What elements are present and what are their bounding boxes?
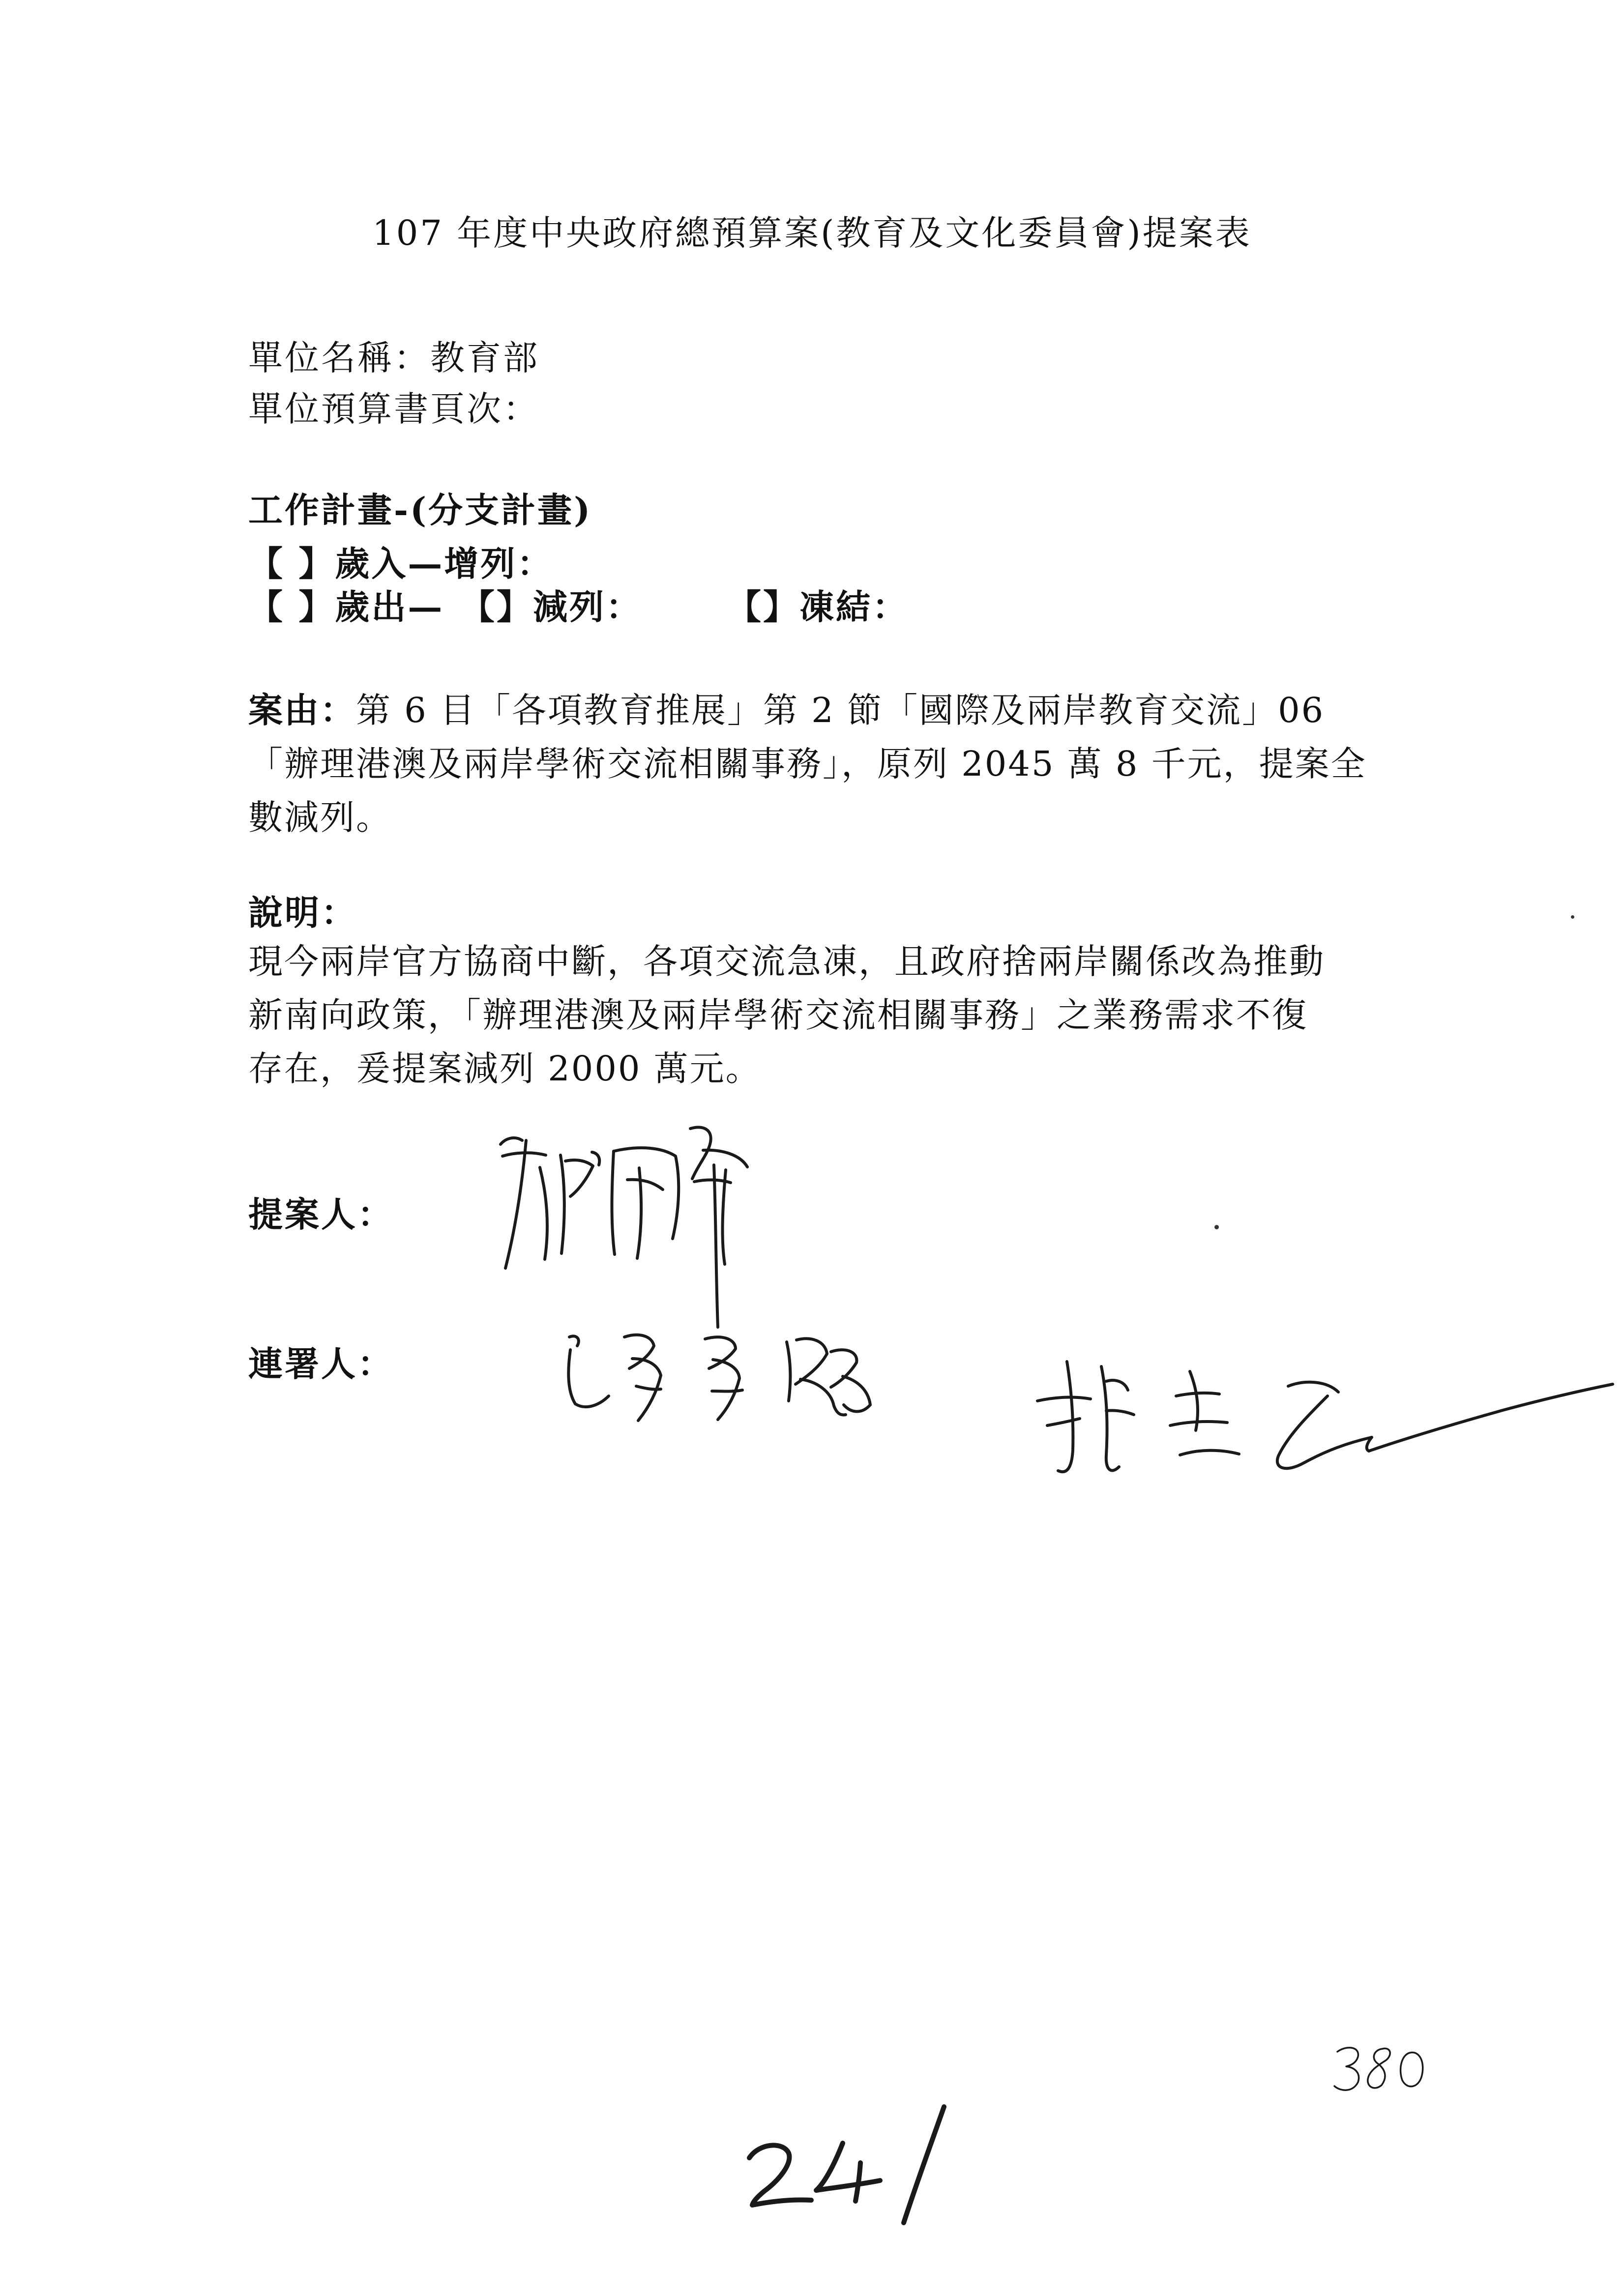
handwritten-page-number-241 — [738, 2094, 964, 2227]
proposer-signature — [492, 1121, 787, 1347]
scan-speck — [1214, 1225, 1219, 1229]
proposer-label: 提案人： — [248, 1194, 394, 1235]
unit-name-line — [248, 338, 539, 378]
freeze-option: 【】凍結： — [727, 586, 909, 627]
handwritten-folio-380 — [1328, 2035, 1436, 2099]
scan-speck — [1571, 915, 1574, 919]
case-section — [248, 683, 1409, 844]
budget-page-label: 單位預算書頁次： — [248, 389, 539, 429]
work-plan-line: 工作計畫-(分支計畫) — [248, 490, 592, 530]
explanation-label: 說明： — [248, 892, 357, 933]
explanation-line-1: 現今兩岸官方協商中斷，各項交流急凍，且政府捨兩岸關係改為推動 — [248, 941, 1325, 982]
explanation-line-2: 新南向政策，「辦理港澳及兩岸學術交流相關事務」之業務需求不復 — [248, 995, 1308, 1035]
revenue-increase-line: 【 】歲入—增列： — [248, 543, 554, 584]
explanation-line-3: 存在，爰提案減列 2000 萬元。 — [248, 1048, 762, 1089]
cosigner-signature-2 — [1033, 1327, 1623, 1534]
case-line-2: 「辦理港澳及兩岸學術交流相關事務」，原列 2045 萬 8 千元，提案全 — [248, 744, 1367, 784]
case-line-1: 第 6 目「各項教育推展」第 2 節「國際及兩岸教育交流」06 — [356, 690, 1325, 730]
cosigner-label: 連署人： — [248, 1343, 394, 1384]
cosigner-signature-1 — [556, 1317, 910, 1425]
explanation-section — [248, 935, 1409, 1096]
reduce-option: 【】減列： — [460, 586, 642, 627]
form-title: 107 年度中央政府總預算案(教育及文化委員會)提案表 — [372, 213, 1252, 253]
case-line-3: 數減列。 — [248, 797, 392, 838]
unit-name-label: 單位名稱： — [248, 338, 430, 378]
case-label: 案由： — [248, 690, 356, 730]
unit-name-value: 教育部 — [430, 338, 539, 378]
expenditure-line: 【 】歲出— — [248, 586, 444, 627]
